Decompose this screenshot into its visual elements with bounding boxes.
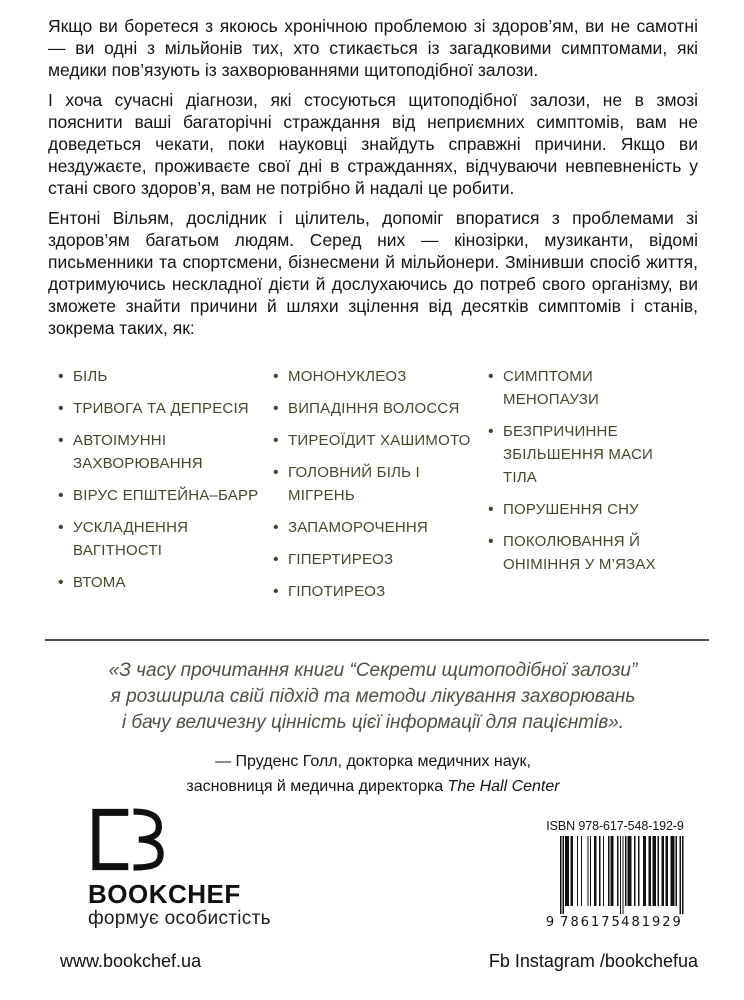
symptom-item	[273, 429, 488, 452]
bookchef-logo-icon	[88, 808, 172, 871]
symptom-item	[273, 461, 488, 507]
bullet-icon: •	[273, 368, 279, 385]
bullet-icon: •	[58, 519, 64, 536]
symptom-item	[488, 420, 688, 489]
bullet-icon: •	[58, 368, 64, 385]
symptom-item	[58, 516, 273, 562]
symptom-label: ЗАПАМОРОЧЕННЯ	[288, 519, 428, 536]
symptom-label: ГОЛОВНИЙ БІЛЬ І МІГРЕНЬ	[288, 464, 420, 504]
bullet-icon: •	[488, 501, 494, 518]
symptom-item	[273, 580, 488, 603]
isbn-block	[546, 819, 698, 933]
attribution-organization: The Hall Center	[447, 778, 560, 795]
publisher-website: www.bookchef.ua	[60, 951, 202, 971]
symptom-item	[58, 397, 273, 420]
review-quote	[48, 658, 698, 799]
svg-text:786175: 786175	[560, 915, 622, 928]
symptom-item	[58, 484, 273, 507]
symptom-column-1	[58, 365, 273, 612]
symptom-label: ВТОМА	[73, 574, 126, 591]
bullet-icon: •	[488, 423, 494, 440]
footer	[48, 951, 698, 972]
intro-paragraph-2: І хоча сучасні діагнози, які стосуються щитоподібної залози, не в змозі пояснити ваші багаторічні страждання від неприємних симптомів, вам не доведеться чекати, поки науковці знайдуть справжні причини. Якщо ви нездужаєте, проживаєте свої дні в стражданнях, відчуваючи невпевненість у стані свого здоров’я, вам не потрібно й надалі це робити.	[48, 90, 698, 198]
bullet-icon: •	[488, 368, 494, 385]
symptom-column-2	[273, 365, 488, 612]
bullet-icon: •	[58, 487, 64, 504]
publisher-name: BOOKCHEF	[88, 879, 241, 909]
quote-line-2: я розширила свій підхід та методи лікування захворювань	[110, 686, 636, 707]
publisher-and-isbn-row	[48, 808, 698, 933]
bullet-icon: •	[273, 551, 279, 568]
isbn-label: ISBN 978-617-548-192-9	[546, 819, 684, 833]
symptom-label: АВТОІМУННІ ЗАХВОРЮВАННЯ	[73, 432, 203, 472]
bullet-icon: •	[273, 432, 279, 449]
symptom-label: ВИПАДІННЯ ВОЛОССЯ	[288, 400, 460, 417]
svg-text:9: 9	[546, 915, 557, 928]
symptom-label: БЕЗПРИЧИННЕ ЗБІЛЬШЕННЯ МАСИ ТІЛА	[503, 423, 653, 486]
symptom-item	[58, 429, 273, 475]
symptom-item	[58, 571, 273, 594]
ean13-barcode	[546, 836, 684, 928]
attribution-role: засновниця й медична директорка	[186, 778, 444, 795]
bullet-icon: •	[488, 533, 494, 550]
bullet-icon: •	[273, 519, 279, 536]
bullet-icon: •	[273, 583, 279, 600]
symptom-label: ТИРЕОЇДИТ ХАШИМОТО	[288, 432, 471, 449]
symptom-label: ТРИВОГА ТА ДЕПРЕСІЯ	[73, 400, 249, 417]
symptom-label: ПОКОЛЮВАННЯ Й ОНІМІННЯ У М’ЯЗАХ	[503, 533, 656, 573]
symptom-item	[488, 530, 688, 576]
symptom-label: УСКЛАДНЕННЯ ВАГІТНОСТІ	[73, 519, 189, 559]
symptom-item	[273, 397, 488, 420]
symptom-label: ГІПОТИРЕОЗ	[288, 583, 386, 600]
publisher-block	[48, 808, 271, 929]
symptom-item	[488, 365, 688, 411]
quote-line-1: «З часу прочитання книги “Секрети щитоподібної залози”	[108, 660, 638, 681]
symptom-item	[273, 365, 488, 388]
bullet-icon: •	[58, 400, 64, 417]
symptom-label: БІЛЬ	[73, 368, 108, 385]
separator-line	[45, 639, 709, 641]
symptom-item	[488, 498, 688, 521]
symptom-column-3	[488, 365, 688, 612]
bullet-icon: •	[58, 574, 64, 591]
intro-section	[48, 15, 698, 339]
symptom-label: СИМПТОМИ МЕНОПАУЗИ	[503, 368, 599, 408]
symptom-item	[58, 365, 273, 388]
bullet-icon: •	[58, 432, 64, 449]
bullet-icon: •	[273, 464, 279, 481]
symptom-item	[273, 548, 488, 571]
intro-paragraph-1: Якщо ви боретеся з якоюсь хронічною проблемою зі здоров’ям, ви не самотні — ви одні з мільйонів тих, хто стикається із загадковими симптомами, які медики пов’язують із захворюваннями щитоподібної залози.	[48, 16, 698, 80]
symptom-list	[58, 365, 698, 612]
svg-text:481929: 481929	[621, 915, 683, 928]
attribution-line-1: — Пруденс Голл, докторка медичних наук,	[215, 753, 531, 770]
symptom-label: ПОРУШЕННЯ СНУ	[503, 501, 639, 518]
publisher-tagline: формує особистість	[88, 908, 271, 929]
publisher-social: Fb Instagram /bookchefua	[488, 951, 698, 971]
symptom-item	[273, 516, 488, 539]
quote-line-3: і бачу величезну цінність цієї інформації для пацієнтів».	[121, 712, 625, 733]
intro-paragraph-3: Ентоні Вільям, дослідник і цілитель, допоміг впоратися з проблемами зі здоров’ям багатьом людям. Серед них — кінозірки, музиканти, відомі письменники та спортсмени, бізнесмени й мільйонери. Змінивши спосіб життя, дотримуючись нескладної дієти й дослухаючись до потреб свого організму, ви зможете знайти причини й шляхи зцілення від десятків симптомів і станів, зокрема таких, як:	[48, 208, 698, 338]
symptom-label: ГІПЕРТИРЕОЗ	[288, 551, 394, 568]
symptom-label: МОНОНУКЛЕОЗ	[288, 368, 407, 385]
attribution-line-2	[48, 774, 698, 799]
symptom-label: ВІРУС ЕПШТЕЙНА–БАРР	[73, 487, 259, 504]
bullet-icon: •	[273, 400, 279, 417]
quote-attribution	[48, 749, 698, 799]
